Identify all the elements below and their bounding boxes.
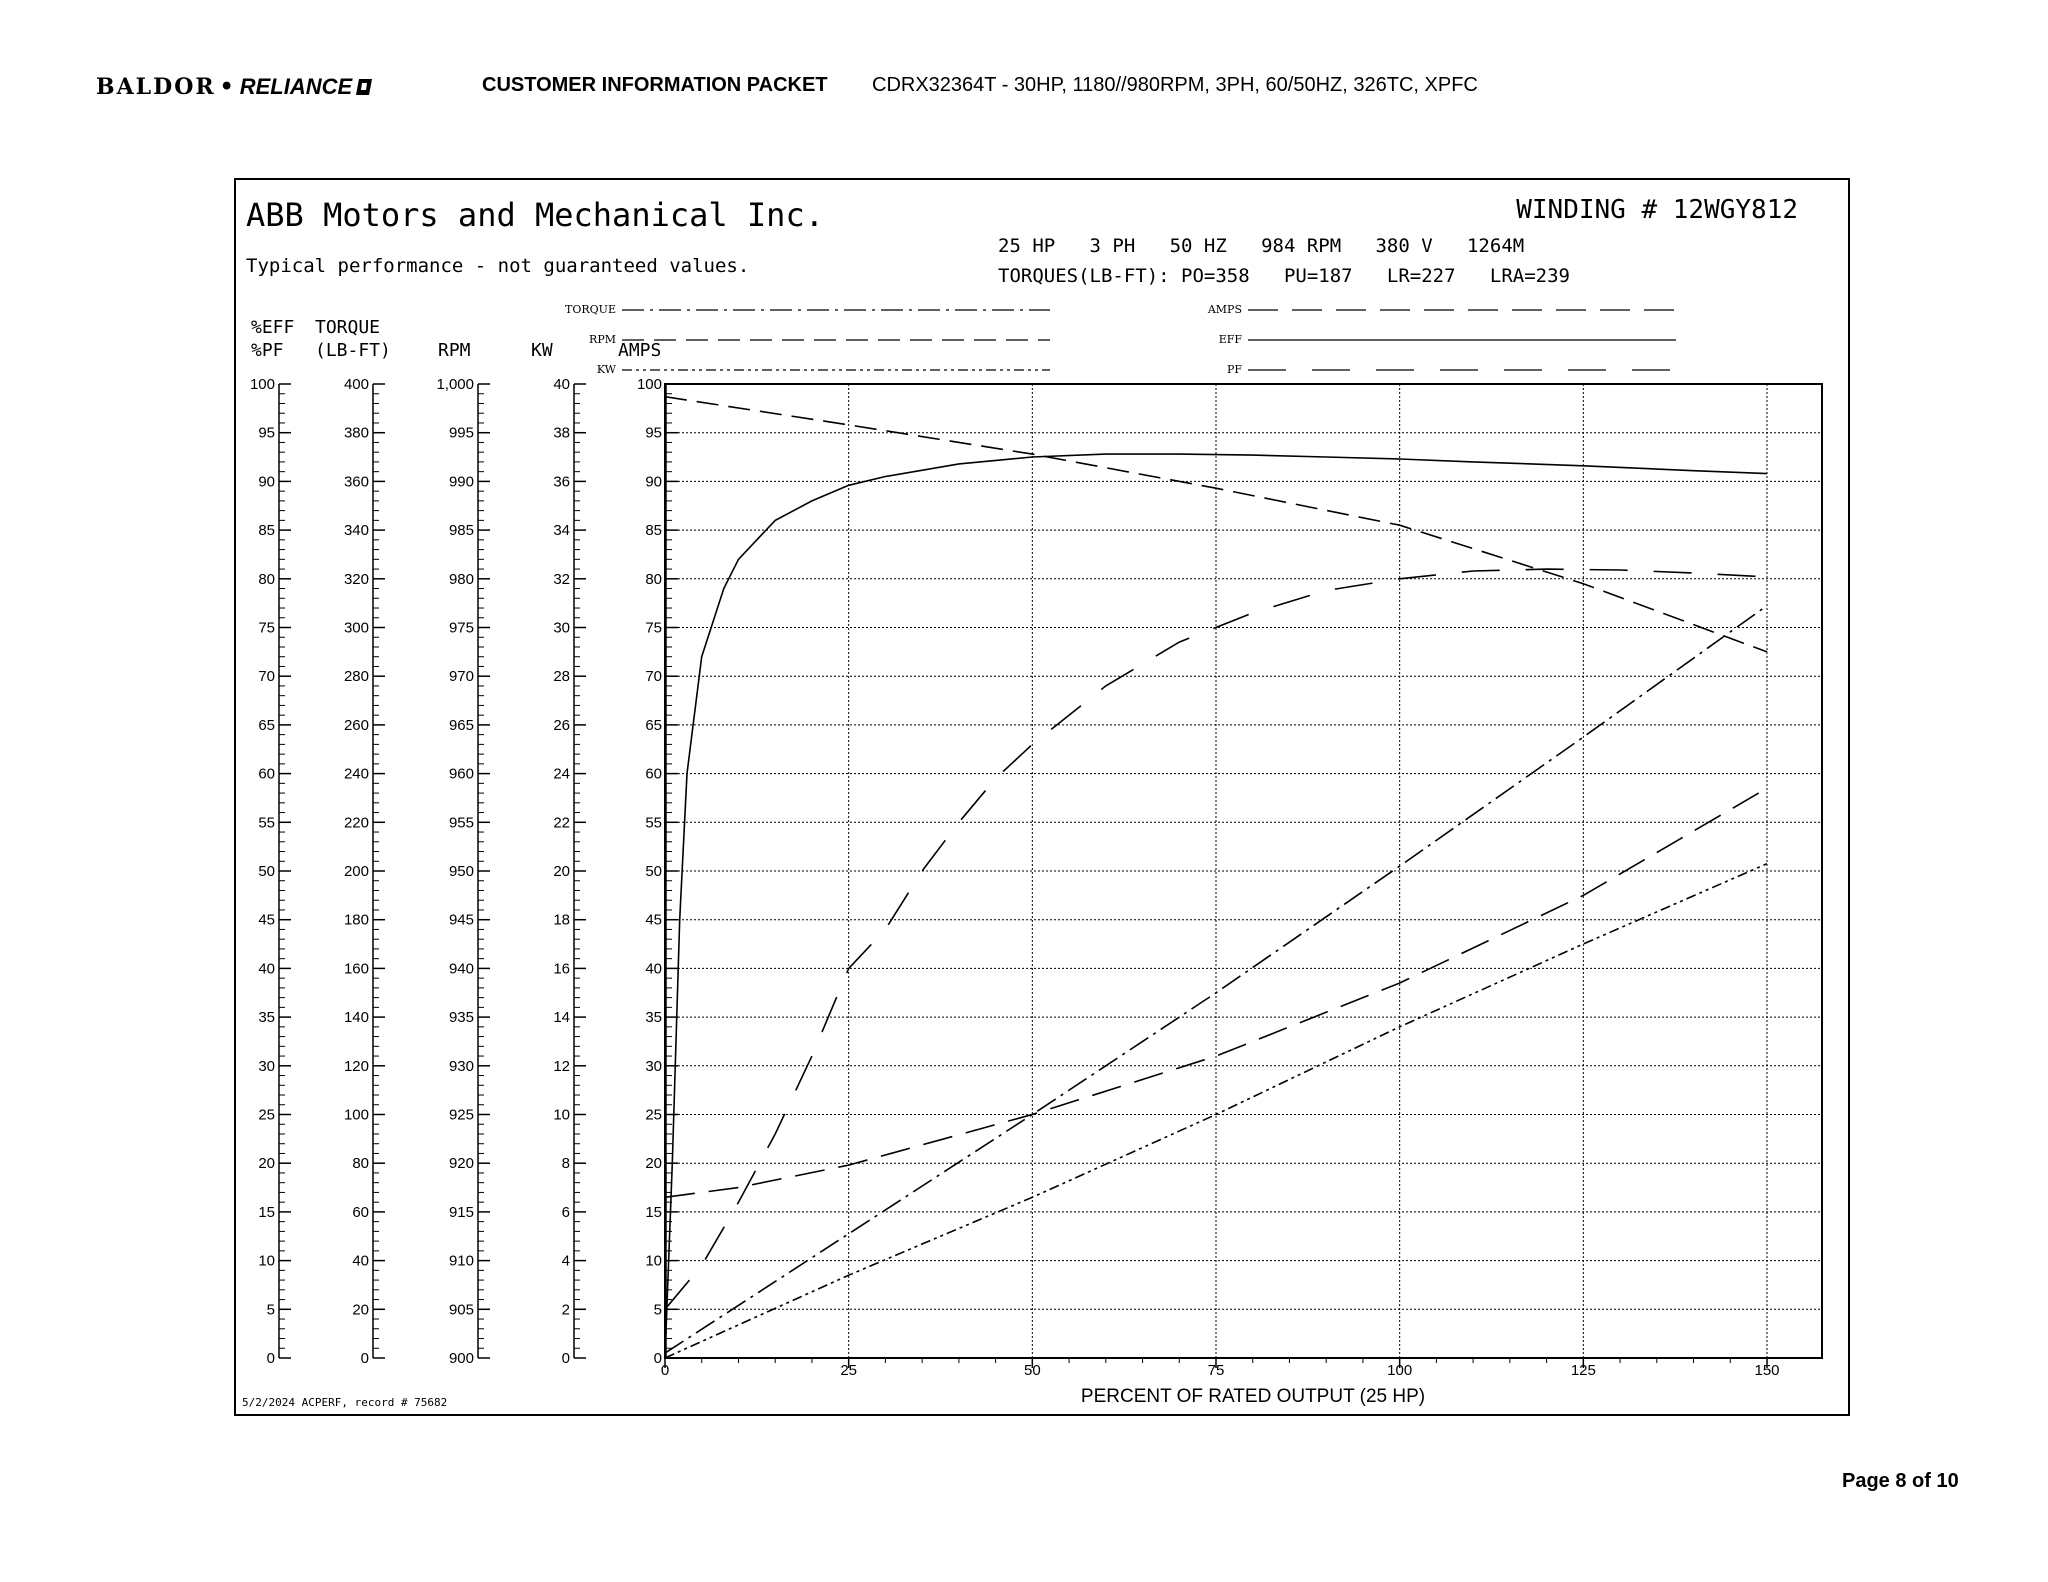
tick-label-kw: 18 <box>553 911 570 929</box>
x-tick-label: 50 <box>1023 1362 1041 1379</box>
tick-label-torque: 360 <box>343 473 369 491</box>
tick-label-torque: 300 <box>343 619 369 637</box>
tick-label-rpm: 955 <box>448 814 474 832</box>
tick-label-effpf: 5 <box>266 1301 275 1319</box>
tick-label-torque: 180 <box>343 911 369 929</box>
tick-label-effpf: 65 <box>258 716 275 734</box>
tick-label-effpf: 75 <box>258 619 275 637</box>
tick-label-kw: 22 <box>553 814 570 832</box>
axis-title-rpm: RPM <box>438 340 471 361</box>
tick-label-rpm: 920 <box>448 1155 474 1173</box>
axis-title-torque: TORQUE <box>315 317 381 338</box>
packet-title: CUSTOMER INFORMATION PACKET <box>482 74 828 96</box>
tick-label-rpm: 945 <box>448 911 474 929</box>
tick-label-amps: 80 <box>645 570 662 588</box>
tick-label-torque: 340 <box>343 522 369 540</box>
tick-label-effpf: 20 <box>258 1155 275 1173</box>
legend-label-kw: KW <box>596 363 616 376</box>
tick-label-effpf: 100 <box>249 376 275 393</box>
torques-line: TORQUES(LB-FT): PO=358 PU=187 LR=227 LRA=239 <box>998 265 1570 287</box>
winding-number: WINDING # 12WGY812 <box>1516 195 1798 225</box>
x-tick-label: 25 <box>840 1362 858 1379</box>
tick-label-rpm: 925 <box>448 1106 474 1124</box>
tick-label-rpm: 930 <box>448 1057 474 1075</box>
tick-label-rpm: 950 <box>448 863 474 880</box>
company-name: ABB Motors and Mechanical Inc. <box>246 196 824 234</box>
tick-label-rpm: 980 <box>448 570 474 588</box>
disclaimer-text: Typical performance - not guaranteed values. <box>246 255 750 277</box>
tick-label-kw: 38 <box>553 424 570 442</box>
legend-label-rpm: RPM <box>589 333 616 346</box>
tick-label-amps: 50 <box>645 863 662 880</box>
axis-title-amps: AMPS <box>618 340 662 361</box>
tick-label-torque: 0 <box>360 1350 369 1367</box>
x-tick-label: 0 <box>660 1362 670 1379</box>
tick-label-effpf: 10 <box>258 1252 275 1270</box>
tick-label-kw: 20 <box>553 863 570 880</box>
tick-label-amps: 35 <box>645 1009 662 1027</box>
tick-label-effpf: 40 <box>258 960 275 978</box>
brand-logo-right: RELIANCE <box>239 74 353 99</box>
tick-label-rpm: 905 <box>448 1301 474 1319</box>
tick-label-torque: 80 <box>352 1155 369 1173</box>
tick-label-torque: 140 <box>343 1009 369 1027</box>
axis-title-torque: (LB-FT) <box>315 340 391 361</box>
record-stamp: 5/2/2024 ACPERF, record # 75682 <box>242 1396 448 1409</box>
tick-label-rpm: 960 <box>448 765 474 783</box>
tick-label-torque: 240 <box>343 765 369 783</box>
tick-label-amps: 10 <box>645 1252 662 1270</box>
tick-label-amps: 95 <box>645 424 662 442</box>
tick-label-torque: 280 <box>343 668 369 686</box>
performance-chart <box>234 178 1850 1416</box>
tick-label-torque: 60 <box>352 1203 369 1221</box>
tick-label-torque: 160 <box>343 960 369 978</box>
brand-logo-left: BALDOR <box>96 74 216 100</box>
legend-label-amps: AMPS <box>1207 303 1242 316</box>
tick-label-kw: 36 <box>553 473 570 491</box>
chart-frame <box>235 179 1849 1415</box>
rating-line: 25 HP 3 PH 50 HZ 984 RPM 380 V 1264M <box>998 235 1525 257</box>
tick-label-amps: 85 <box>645 522 662 540</box>
tick-label-amps: 75 <box>645 619 662 637</box>
model-description: CDRX32364T - 30HP, 1180//980RPM, 3PH, 60/50HZ, 326TC, XPFC <box>872 74 1478 96</box>
tick-label-kw: 2 <box>561 1301 570 1319</box>
tick-label-amps: 70 <box>645 668 662 686</box>
x-tick-label: 100 <box>1387 1362 1413 1379</box>
tick-label-amps: 60 <box>645 765 662 783</box>
tick-label-kw: 10 <box>553 1106 570 1124</box>
tick-label-kw: 0 <box>561 1350 570 1367</box>
tick-label-rpm: 935 <box>448 1009 474 1027</box>
tick-label-kw: 12 <box>553 1057 570 1075</box>
tick-label-torque: 380 <box>343 424 369 442</box>
tick-label-kw: 32 <box>553 570 570 588</box>
x-axis-label: PERCENT OF RATED OUTPUT (25 HP) <box>1080 1386 1426 1407</box>
tick-label-rpm: 970 <box>448 668 474 686</box>
tick-label-kw: 6 <box>561 1203 570 1221</box>
tick-label-kw: 28 <box>553 668 570 686</box>
tick-label-kw: 34 <box>553 522 570 540</box>
legend-label-pf: PF <box>1226 363 1242 376</box>
tick-label-amps: 90 <box>645 473 662 491</box>
tick-label-rpm: 965 <box>448 716 474 734</box>
tick-label-kw: 30 <box>553 619 570 637</box>
x-tick-label: 125 <box>1570 1362 1596 1379</box>
tick-label-effpf: 60 <box>258 765 275 783</box>
tick-label-kw: 24 <box>553 765 570 783</box>
tick-label-effpf: 70 <box>258 668 275 686</box>
tick-label-rpm: 910 <box>448 1252 474 1270</box>
tick-label-torque: 100 <box>343 1106 369 1124</box>
tick-label-rpm: 915 <box>448 1203 474 1221</box>
tick-label-amps: 55 <box>645 814 662 832</box>
tick-label-rpm: 995 <box>448 424 474 442</box>
tick-label-amps: 65 <box>645 716 662 734</box>
tick-label-torque: 320 <box>343 570 369 588</box>
axis-title-effpf: %EFF <box>251 317 295 338</box>
tick-label-amps: 100 <box>636 376 662 393</box>
axis-title-effpf: %PF <box>251 340 284 361</box>
tick-label-effpf: 80 <box>258 570 275 588</box>
tick-label-amps: 40 <box>645 960 662 978</box>
tick-label-effpf: 25 <box>258 1106 275 1124</box>
tick-label-rpm: 1,000 <box>436 376 474 393</box>
tick-label-rpm: 940 <box>448 960 474 978</box>
brand-logo <box>96 72 373 102</box>
tick-label-kw: 8 <box>561 1155 570 1173</box>
tick-label-amps: 25 <box>645 1106 662 1124</box>
tick-label-effpf: 55 <box>258 814 275 832</box>
tick-label-torque: 120 <box>343 1057 369 1075</box>
tick-label-amps: 45 <box>645 911 662 929</box>
tick-label-torque: 260 <box>343 716 369 734</box>
x-tick-label: 75 <box>1207 1362 1225 1379</box>
tick-label-effpf: 95 <box>258 424 275 442</box>
tick-label-rpm: 975 <box>448 619 474 637</box>
tick-label-amps: 30 <box>645 1057 662 1075</box>
x-tick-label: 150 <box>1754 1362 1780 1379</box>
tick-label-torque: 400 <box>343 376 369 393</box>
tick-label-torque: 220 <box>343 814 369 832</box>
tick-label-rpm: 900 <box>448 1350 474 1367</box>
tick-label-kw: 26 <box>553 716 570 734</box>
tick-label-kw: 4 <box>561 1252 570 1270</box>
brand-logo-separator: • <box>219 74 236 100</box>
tick-label-kw: 14 <box>553 1009 570 1027</box>
tick-label-rpm: 985 <box>448 522 474 540</box>
tick-label-amps: 20 <box>645 1155 662 1173</box>
tick-label-kw: 16 <box>553 960 570 978</box>
tick-label-effpf: 15 <box>258 1203 275 1221</box>
legend-label-torque: TORQUE <box>565 303 616 316</box>
tick-label-kw: 40 <box>553 376 570 393</box>
tick-label-effpf: 30 <box>258 1057 275 1075</box>
brand-mark-icon <box>355 78 373 96</box>
tick-label-effpf: 0 <box>266 1350 275 1367</box>
tick-label-torque: 200 <box>343 863 369 880</box>
tick-label-effpf: 90 <box>258 473 275 491</box>
tick-label-effpf: 50 <box>258 863 275 880</box>
tick-label-torque: 40 <box>352 1252 369 1270</box>
legend-label-eff: EFF <box>1218 333 1242 346</box>
tick-label-amps: 0 <box>653 1350 662 1367</box>
tick-label-amps: 15 <box>645 1203 662 1221</box>
tick-label-rpm: 990 <box>448 473 474 491</box>
page-number: Page 8 of 10 <box>1842 1470 1959 1492</box>
tick-label-effpf: 35 <box>258 1009 275 1027</box>
tick-label-effpf: 45 <box>258 911 275 929</box>
axis-title-kw: KW <box>531 340 553 361</box>
tick-label-effpf: 85 <box>258 522 275 540</box>
tick-label-amps: 5 <box>653 1301 662 1319</box>
tick-label-torque: 20 <box>352 1301 369 1319</box>
